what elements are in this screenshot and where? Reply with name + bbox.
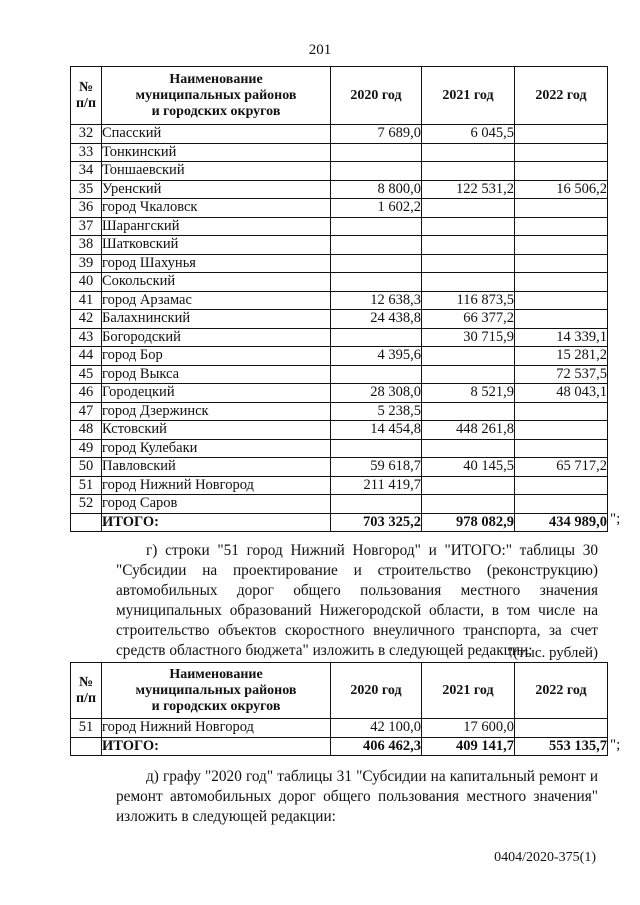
value-2020 xyxy=(331,236,422,255)
value-2022 xyxy=(515,310,608,329)
document-code: 0404/2020-375(1) xyxy=(494,850,596,865)
value-2022 xyxy=(515,217,608,236)
header-2022: 2022 год xyxy=(515,663,608,719)
row-number: 35 xyxy=(71,180,102,199)
district-name: город Саров xyxy=(102,495,331,514)
paragraph-g-line: "Субсидии на проектирование и строительство (реконструкцию) xyxy=(116,562,598,579)
table-row xyxy=(71,291,608,310)
district-name: Сокольский xyxy=(102,273,331,292)
district-name: Городецкий xyxy=(102,384,331,403)
table-row xyxy=(71,254,608,273)
row-number: 52 xyxy=(71,495,102,514)
total-2022: 553 135,7 xyxy=(515,737,608,756)
paragraph-g-line: автомобильных дорог общего пользования местного значения xyxy=(116,582,598,599)
table-row xyxy=(71,273,608,292)
value-2022 xyxy=(515,439,608,458)
paragraph-d-line: ремонт автомобильных дорог общего пользования местного значения" xyxy=(116,788,598,805)
value-2020 xyxy=(331,217,422,236)
table-row xyxy=(71,402,608,421)
total-2020: 703 325,2 xyxy=(331,513,422,532)
district-name: Тоншаевский xyxy=(102,162,331,181)
value-2022 xyxy=(515,254,608,273)
row-number: 50 xyxy=(71,458,102,477)
table-row xyxy=(71,328,608,347)
district-name: город Арзамас xyxy=(102,291,331,310)
value-2022 xyxy=(515,291,608,310)
page-number: 201 xyxy=(308,42,332,58)
table-row xyxy=(71,236,608,255)
table-row xyxy=(71,125,608,144)
value-2020: 8 800,0 xyxy=(331,180,422,199)
row-number: 36 xyxy=(71,199,102,218)
district-name: Шарангский xyxy=(102,217,331,236)
value-2020 xyxy=(331,328,422,347)
table-row xyxy=(71,439,608,458)
district-name: Спасский xyxy=(102,125,331,144)
row-number: 42 xyxy=(71,310,102,329)
row-number: 46 xyxy=(71,384,102,403)
header-name: Наименование муниципальных районов и городских округов xyxy=(102,663,331,719)
district-name: город Кулебаки xyxy=(102,439,331,458)
header-num: № п/п xyxy=(71,67,102,125)
value-2021 xyxy=(422,439,515,458)
district-name: город Нижний Новгород xyxy=(102,719,331,738)
value-2021: 116 873,5 xyxy=(422,291,515,310)
value-2022 xyxy=(515,421,608,440)
header-2021: 2021 год xyxy=(422,663,515,719)
district-name: город Чкаловск xyxy=(102,199,331,218)
table-row xyxy=(71,162,608,181)
paragraph-g xyxy=(116,541,598,661)
subsidy-table-2 xyxy=(70,662,608,756)
value-2020 xyxy=(331,273,422,292)
value-2022: 15 281,2 xyxy=(515,347,608,366)
district-name: Богородский xyxy=(102,328,331,347)
header-name: Наименование муниципальных районов и городских округов xyxy=(102,67,331,125)
row-number: 33 xyxy=(71,143,102,162)
value-2020: 42 100,0 xyxy=(331,719,422,738)
row-number: 41 xyxy=(71,291,102,310)
row-number: 34 xyxy=(71,162,102,181)
row-number: 37 xyxy=(71,217,102,236)
row-number: 49 xyxy=(71,439,102,458)
value-2020 xyxy=(331,254,422,273)
units-label: "(тыс. рублей) xyxy=(507,645,598,661)
value-2021 xyxy=(422,476,515,495)
district-name: Павловский xyxy=(102,458,331,477)
district-name: город Бор xyxy=(102,347,331,366)
row-number: 32 xyxy=(71,125,102,144)
total-num-cell xyxy=(71,513,102,532)
table-header-row xyxy=(71,67,608,125)
value-2021 xyxy=(422,495,515,514)
subsidy-table-1 xyxy=(70,66,608,532)
row-number: 39 xyxy=(71,254,102,273)
value-2021: 40 145,5 xyxy=(422,458,515,477)
value-2020 xyxy=(331,365,422,384)
value-2021 xyxy=(422,347,515,366)
table-row xyxy=(71,458,608,477)
value-2021 xyxy=(422,273,515,292)
value-2020: 7 689,0 xyxy=(331,125,422,144)
total-label: ИТОГО: xyxy=(102,513,331,532)
table-header-row xyxy=(71,663,608,719)
table-row xyxy=(71,421,608,440)
header-2020: 2020 год xyxy=(331,67,422,125)
district-name: город Шахунья xyxy=(102,254,331,273)
total-2022: 434 989,0 xyxy=(515,513,608,532)
value-2022 xyxy=(515,273,608,292)
value-2021: 66 377,2 xyxy=(422,310,515,329)
value-2022 xyxy=(515,495,608,514)
row-number: 51 xyxy=(71,476,102,495)
total-2020: 406 462,3 xyxy=(331,737,422,756)
total-2021: 978 082,9 xyxy=(422,513,515,532)
table-row xyxy=(71,719,608,738)
value-2021 xyxy=(422,236,515,255)
table-row xyxy=(71,310,608,329)
value-2022 xyxy=(515,476,608,495)
value-2020: 4 395,6 xyxy=(331,347,422,366)
value-2021: 30 715,9 xyxy=(422,328,515,347)
value-2020 xyxy=(331,162,422,181)
total-row xyxy=(71,737,608,756)
paragraph-g-line: г) строки "51 город Нижний Новгород" и "ИТОГО:" таблицы 30 xyxy=(146,542,598,559)
district-name: Тонкинский xyxy=(102,143,331,162)
value-2020: 59 618,7 xyxy=(331,458,422,477)
row-number: 43 xyxy=(71,328,102,347)
value-2020 xyxy=(331,495,422,514)
district-name: Уренский xyxy=(102,180,331,199)
value-2022 xyxy=(515,143,608,162)
value-2021: 122 531,2 xyxy=(422,180,515,199)
value-2021: 17 600,0 xyxy=(422,719,515,738)
value-2022: 14 339,1 xyxy=(515,328,608,347)
value-2021 xyxy=(422,402,515,421)
value-2020 xyxy=(331,143,422,162)
paragraph-g-line: муниципальных образований Нижегородской области, в том числе на xyxy=(116,602,598,619)
value-2020: 14 454,8 xyxy=(331,421,422,440)
paragraph-d-line: изложить в следующей редакции: xyxy=(116,808,336,825)
row-number: 47 xyxy=(71,402,102,421)
header-2020: 2020 год xyxy=(331,663,422,719)
value-2022 xyxy=(515,125,608,144)
value-2022 xyxy=(515,719,608,738)
district-name: Кстовский xyxy=(102,421,331,440)
value-2022 xyxy=(515,162,608,181)
value-2020: 211 419,7 xyxy=(331,476,422,495)
value-2021 xyxy=(422,217,515,236)
table-row xyxy=(71,199,608,218)
value-2021 xyxy=(422,143,515,162)
value-2022 xyxy=(515,199,608,218)
value-2020 xyxy=(331,439,422,458)
value-2020: 28 308,0 xyxy=(331,384,422,403)
value-2022: 16 506,2 xyxy=(515,180,608,199)
value-2021 xyxy=(422,365,515,384)
district-name: город Выкса xyxy=(102,365,331,384)
total-2021: 409 141,7 xyxy=(422,737,515,756)
total-row xyxy=(71,513,608,532)
district-name: Шатковский xyxy=(102,236,331,255)
value-2020: 1 602,2 xyxy=(331,199,422,218)
paragraph-g-line: строительство объектов скоростного внеуличного транспорта, за счет xyxy=(116,622,598,639)
value-2021 xyxy=(422,199,515,218)
table-row xyxy=(71,180,608,199)
value-2021: 8 521,9 xyxy=(422,384,515,403)
value-2022 xyxy=(515,402,608,421)
row-number: 44 xyxy=(71,347,102,366)
paragraph-d xyxy=(116,767,598,827)
value-2020: 24 438,8 xyxy=(331,310,422,329)
header-2021: 2021 год xyxy=(422,67,515,125)
value-2022 xyxy=(515,236,608,255)
value-2020: 12 638,3 xyxy=(331,291,422,310)
total-label: ИТОГО: xyxy=(102,737,331,756)
table-row xyxy=(71,365,608,384)
row-number: 48 xyxy=(71,421,102,440)
total-num-cell xyxy=(71,737,102,756)
value-2022: 48 043,1 xyxy=(515,384,608,403)
paragraph-d-line: д) графу "2020 год" таблицы 31 "Субсидии на капитальный ремонт и xyxy=(146,768,598,785)
district-name: Балахнинский xyxy=(102,310,331,329)
table-row xyxy=(71,143,608,162)
value-2021: 448 261,8 xyxy=(422,421,515,440)
table1-closing-quote: "; xyxy=(610,511,621,527)
row-number: 40 xyxy=(71,273,102,292)
value-2022: 72 537,5 xyxy=(515,365,608,384)
header-2022: 2022 год xyxy=(515,67,608,125)
table-row xyxy=(71,384,608,403)
paragraph-g-line: средств областного бюджета" изложить в следующей редакции: xyxy=(116,642,533,659)
value-2022: 65 717,2 xyxy=(515,458,608,477)
table-row xyxy=(71,217,608,236)
value-2021 xyxy=(422,162,515,181)
table2-closing-quote: "; xyxy=(610,737,621,753)
district-name: город Нижний Новгород xyxy=(102,476,331,495)
value-2021 xyxy=(422,254,515,273)
table-row xyxy=(71,495,608,514)
table-row xyxy=(71,476,608,495)
table-row xyxy=(71,347,608,366)
value-2021: 6 045,5 xyxy=(422,125,515,144)
header-num: № п/п xyxy=(71,663,102,719)
value-2020: 5 238,5 xyxy=(331,402,422,421)
row-number: 38 xyxy=(71,236,102,255)
row-number: 45 xyxy=(71,365,102,384)
district-name: город Дзержинск xyxy=(102,402,331,421)
row-number: 51 xyxy=(71,719,102,738)
